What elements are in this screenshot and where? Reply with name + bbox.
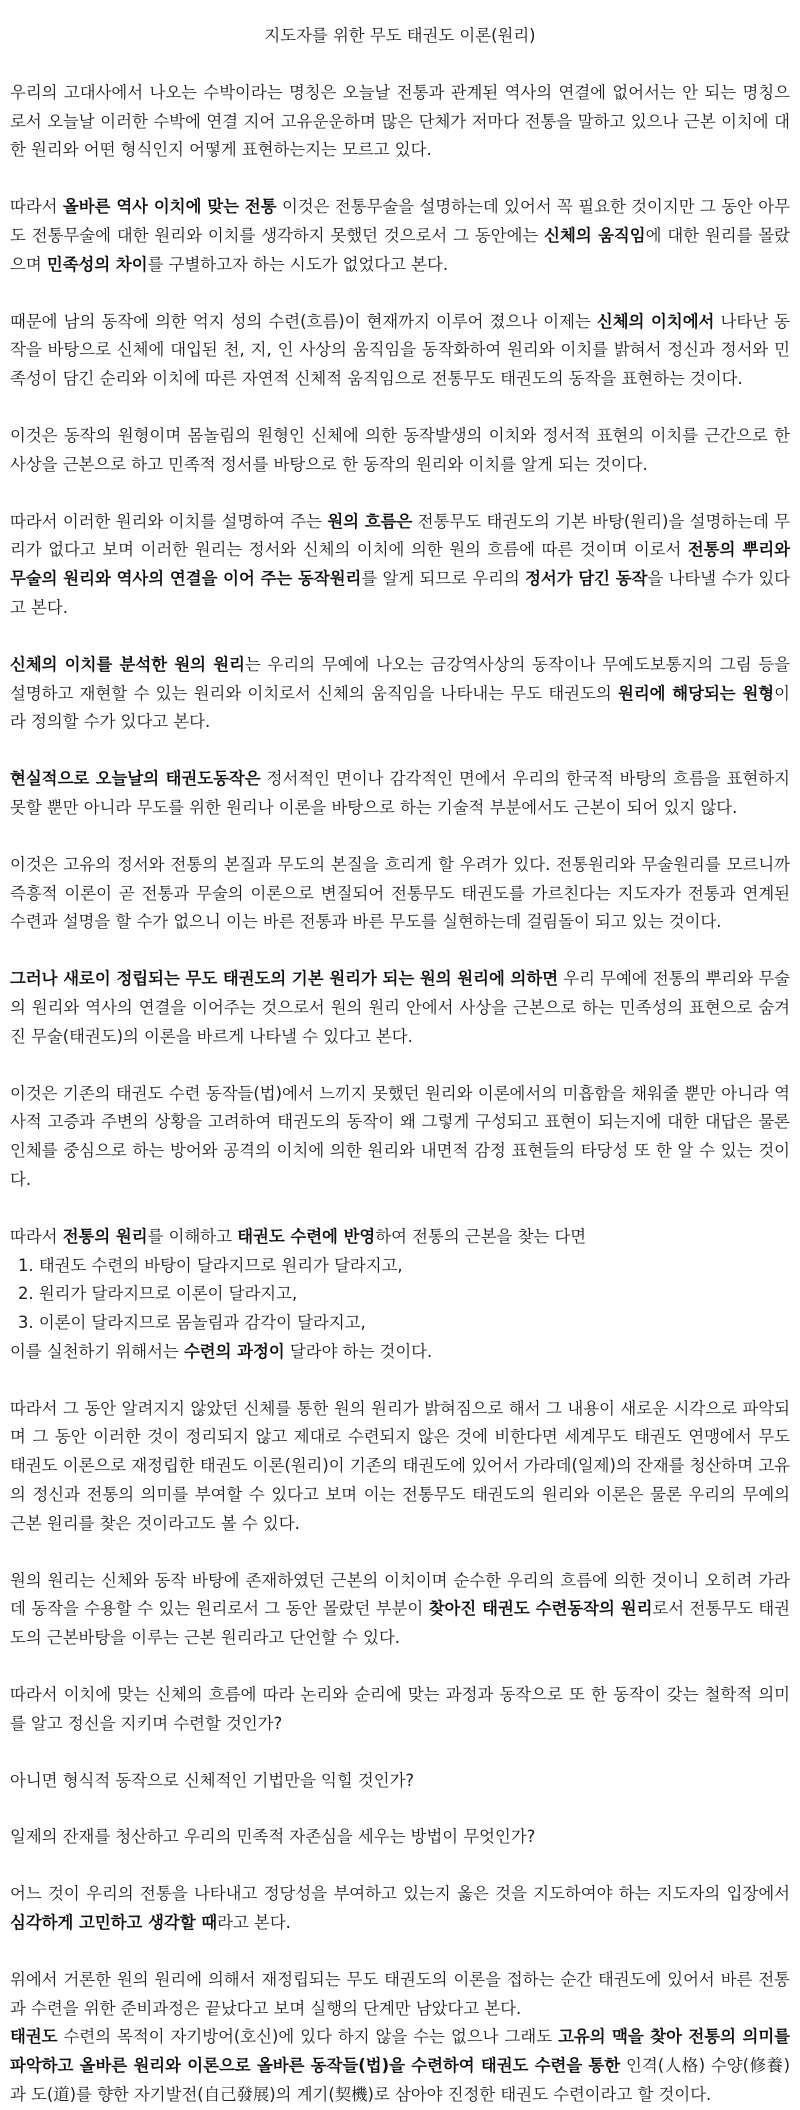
text-run: 나타난 동작을 바탕으로 신체에 대입된 천, 지, 인 사상의 움직임을 동작화하여 원리와 이치를 밝혀서 정신과 정서와 민족성이 담긴 순리와 이치에 따른 자연적 신체적 움직임으로 전통무도 태권도의 동작을 표현하는 것이다. — [10, 311, 790, 389]
text-run: 전통무도 태권도의 기본 바탕(원리)을 설명하는데 무리가 없다고 보며 이러한 원리는 정서와 신체의 이치에 의한 원의 흐름에 따른 것이며 이로서 — [10, 511, 790, 560]
text-run: 때문에 남의 동작에 의한 억지 성의 수련(흐름)이 현재까지 이루어 졌으나 이제는 — [10, 311, 597, 331]
bold-phrase: 고유의 맥을 찾아 전통의 의미를 파악하고 올바른 원리와 이론으로 올바른 동작들(법)을 수련하여 태권도 수련을 통한 — [10, 2027, 790, 2076]
paragraph — [10, 1767, 790, 1796]
text-run: 원의 원리는 신체와 동작 바탕에 존재하였던 근본의 이치이며 순수한 우리의 흐름에 의한 것이니 오히려 가라데 동작을 수용할 수 있는 원리로서 그 동안 몰랐던 부분이 — [10, 1570, 790, 1619]
text-run: 하여 전통의 근본을 찾는 다면 — [375, 1226, 587, 1246]
bold-phrase: 정서가 담긴 동작 — [525, 569, 648, 589]
bold-phrase: 현실적으로 오늘날의 태권도동작은 — [10, 769, 261, 789]
text-run: 를 이해하고 — [147, 1226, 238, 1246]
paragraph — [10, 193, 790, 279]
bold-phrase: 그러나 새로이 정립되는 무도 태권도의 기본 원리가 되는 원의 원리에 의하면 — [10, 969, 559, 989]
paragraph — [10, 1880, 790, 1938]
text-run: 인격(人格) 수양(修養)과 도(道)를 향한 자기발전(自己發展)의 계기(契機)로 삼아야 진정한 태권도 수련이라고 할 것이다. — [10, 2056, 791, 2105]
list-outro — [10, 1338, 790, 1367]
bold-phrase: 민족성의 차이 — [46, 254, 148, 274]
text-run: 이를 실천하기 위해서는 — [10, 1341, 184, 1361]
bold-phrase: 원리에 해당되는 원형 — [617, 683, 775, 703]
body-paragraphs-2 — [10, 1395, 790, 1938]
text-run: 라고 본다. — [217, 1913, 291, 1933]
bold-phrase: 전통의 원리 — [62, 1226, 148, 1246]
document-title: 지도자를 위한 무도 태권도 이론(원리) — [264, 26, 536, 45]
text-run: 를 구별하고자 하는 시도가 없었다고 본다. — [147, 254, 449, 274]
bold-phrase: 찾아진 태권도 수련동작의 원리 — [428, 1599, 653, 1619]
paragraph — [10, 508, 790, 623]
paragraph — [10, 79, 790, 165]
text-run: 을 나타낼 수가 있다고 본다. — [10, 569, 791, 617]
list-block — [10, 1223, 790, 1367]
closing-block — [10, 1966, 790, 2110]
bold-phrase: 신체의 움직임 — [544, 225, 646, 245]
text-run: 이것은 전통무술을 설명하는데 있어서 꼭 필요한 것이지만 그 동안 아무도 전통무술에 대한 원리와 이치를 생각하지 못했던 것으로서 그 동안에는 — [10, 197, 790, 245]
bold-phrase: 심각하게 고민하고 생각할 때 — [10, 1913, 218, 1933]
text-run: 이것은 동작의 원형이며 몸놀림의 원형인 신체에 의한 동작발생의 이치와 정서적 표현의 이치를 근간으로 한 사상을 근본으로 하고 민족적 정서를 바탕으로 한 동작의 원리와 이치를 알게 되는 것이다. — [10, 425, 790, 474]
text-run: 수련의 목적이 자기방어(호신)에 있다 하지 않을 수는 없으나 그래도 — [57, 2027, 559, 2047]
bold-phrase: 올바른 역사 이치에 맞는 전통 — [62, 197, 277, 217]
paragraph — [10, 965, 790, 1051]
text-run: 이것은 고유의 정서와 전통의 본질과 무도의 본질을 흐리게 할 우려가 있다. 전통원리와 무술원리를 모르니까 즉흥적 이론이 곧 전통과 무술의 이론으로 변질되어 전통무도 태권도를 가르친다는 지도자가 전통과 연계된 수련과 설명을 할 수가 없으니 이는 바른 전통과 바른 무도를 실현하는데 걸림돌이 되고 있는 것이다. — [10, 854, 790, 932]
text-run: 달라야 하는 것이다. — [284, 1341, 433, 1361]
list-item-2: 2. 원리가 달라지므로 이론이 달라지고, — [18, 1284, 298, 1304]
paragraph — [10, 651, 790, 737]
paragraph — [10, 1567, 790, 1653]
paragraph — [10, 851, 790, 937]
paragraph — [10, 1395, 790, 1539]
bold-phrase: 전통의 뿌리와 무술의 원리와 역사의 연결을 이어 주는 동작원리 — [10, 540, 790, 589]
bold-phrase: 신체의 이치에서 — [596, 311, 715, 331]
bold-phrase: 수련의 과정이 — [183, 1341, 285, 1361]
body-paragraphs-1 — [10, 79, 790, 1195]
text-run: 일제의 잔재를 청산하고 우리의 민족적 자존심을 세우는 방법이 무엇인가? — [10, 1827, 536, 1847]
bold-phrase: 원의 흐름은 — [327, 511, 413, 531]
list-item-3: 3. 이론이 달라지므로 몸놀림과 감각이 달라지고, — [18, 1313, 366, 1333]
text-run: 이것은 기존의 태권도 수련 동작들(법)에서 느끼지 못했던 원리와 이론에서의 미흡함을 채워줄 뿐만 아니라 역사적 고증과 주변의 상황을 고려하여 태권도의 동작이 왜 그렇게 구성되고 표현이 되는지에 대한 대답은 물론 인체를 중심으로 하는 방어와 공격의 이치에 의한 원리와 내면적 감정 표현들의 타당성 또 한 알 수 있는 것이다. — [10, 1083, 790, 1189]
text-run: 에 대한 원리를 몰랐으며 — [10, 225, 790, 274]
paragraph — [10, 1823, 790, 1852]
text-run: 로서 전통무도 태권도의 근본바탕을 이루는 근본 원리라고 단언할 수 있다. — [10, 1599, 790, 1648]
closing-paragraph-1 — [10, 1966, 790, 2024]
text-run: 우리 무예에 전통의 뿌리와 무술의 원리와 역사의 연결을 이어주는 것으로서 원의 원리 안에서 사상을 근본으로 하는 민족성의 표현으로 숨겨진 무술(태권도)의 이론을 바르게 나타낼 수 있다고 본다. — [10, 969, 790, 1046]
bold-phrase: 태권도 — [10, 2027, 58, 2047]
paragraph — [10, 765, 790, 823]
text-run: 어느 것이 우리의 전통을 나타내고 정당성을 부여하고 있는지 옳은 것을 지도하여야 하는 지도자의 입장에서 — [10, 1884, 790, 1904]
list-item-1: 1. 태권도 수련의 바탕이 달라지므로 원리가 달라지고, — [18, 1255, 403, 1275]
text-run: 따라서 이러한 원리와 이치를 설명하여 주는 — [10, 511, 328, 531]
paragraph — [10, 308, 790, 394]
text-run: 는 우리의 무예에 나오는 금강역사상의 동작이나 무예도보통지의 그림 등을 설명하고 재현할 수 있는 원리와 이치로서 신체의 움직임을 나타내는 무도 태권도의 — [10, 654, 790, 703]
text-run: 를 알게 되므로 우리의 — [361, 569, 526, 589]
text-run: 위에서 거론한 원의 원리에 의해서 재정립되는 무도 태권도의 이론을 접하는 순간 태권도에 있어서 바른 전통과 수련을 위한 준비과정은 끝났다고 보며 실행의 단계만 남았다고 본다. — [10, 1969, 790, 2018]
bold-phrase: 태권도 수련에 반영 — [237, 1226, 376, 1246]
paragraph — [10, 1681, 790, 1739]
closing-paragraph-2 — [10, 2023, 790, 2109]
text-run: 따라서 — [10, 197, 63, 217]
bold-phrase: 신체의 이치를 분석한 원의 원리 — [10, 654, 245, 674]
text-run: 우리의 고대사에서 나오는 수박이라는 명칭은 오늘날 전통과 관계된 역사의 연결에 없어서는 안 되는 명칭으로서 오늘날 이러한 수박에 연결 지어 고유운운하며 많은 단체가 저마다 전통을 말하고 있으나 근본 이치에 대한 원리와 어떤 형식인지 어떻게 표현하는지는 모르고 있다. — [10, 82, 790, 160]
text-run: 아니면 형식적 동작으로 신체적인 기법만을 익힐 것인가? — [10, 1770, 415, 1790]
list-intro — [10, 1223, 790, 1252]
paragraph — [10, 422, 790, 480]
text-run: 이라 정의할 수가 있다고 본다. — [10, 683, 790, 732]
text-run: 따라서 — [10, 1226, 63, 1246]
paragraph — [10, 1080, 790, 1195]
text-run: 정서적인 면이나 감각적인 면에서 우리의 한국적 바탕의 흐름을 표현하지 못할 뿐만 아니라 무도를 위한 원리나 이론을 바탕으로 하는 기술적 부분에서도 근본이 되어 있지 않다. — [10, 769, 791, 817]
text-run: 따라서 그 동안 알려지지 않았던 신체를 통한 원의 원리가 밝혀짐으로 해서 그 내용이 새로운 시각으로 파악되며 그 동안 이러한 것이 정리되지 않고 제대로 수련되지 않은 것에 비한다면 세계무도 태권도 연맹에서 무도 태권도 이론으로 재정립한 태권도 이론(원리)이 기존의 태권도에 있어서 가라데(일제)의 잔재를 청산하며 고유의 정신과 전통의 의미를 부여할 수 있다고 보며 이는 전통무도 태권도의 원리와 이론은 물론 우리의 무예의 근본 원리를 찾은 것이라고도 볼 수 있다. — [10, 1398, 790, 1533]
text-run: 따라서 이치에 맞는 신체의 흐름에 따라 논리와 순리에 맞는 과정과 동작으로 또 한 동작이 갖는 철학적 의미를 알고 정신을 지키며 수련할 것인가? — [10, 1685, 790, 1733]
